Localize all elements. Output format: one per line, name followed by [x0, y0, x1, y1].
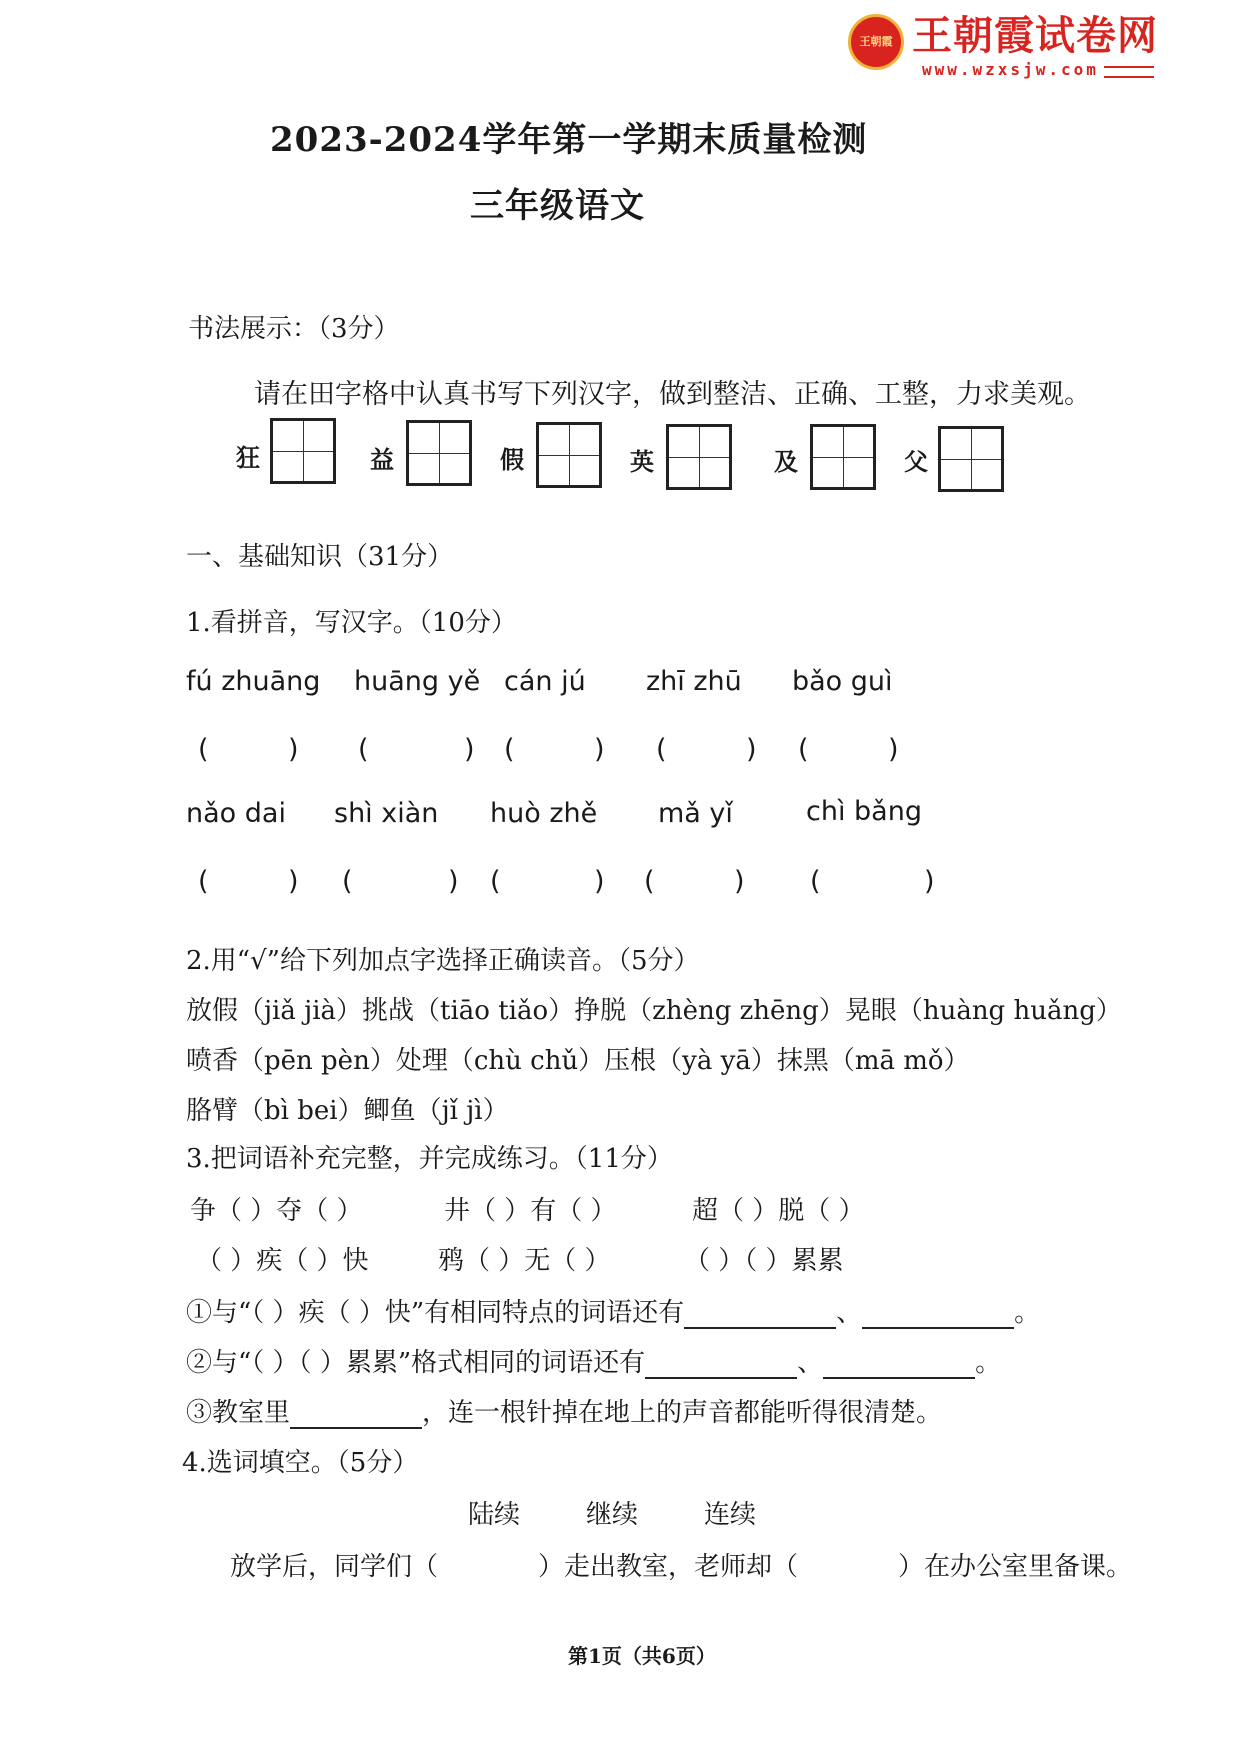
q4-sentence-part: ）走出教室，老师却（: [538, 1552, 799, 1582]
pinyin-item: fú zhuāng: [186, 666, 321, 697]
tianzige-box[interactable]: [406, 420, 472, 486]
q4-sentence: [230, 1546, 1132, 1583]
paren-open: (: [798, 734, 809, 765]
calligraphy-char: 假: [500, 445, 524, 474]
tianzige-box[interactable]: [666, 424, 732, 490]
q3-sub-3: [186, 1392, 942, 1429]
separator: 、: [836, 1298, 863, 1328]
word-fill-item: 井（ ）有（ ）: [444, 1196, 617, 1226]
paren-close: ): [734, 866, 745, 897]
word-fill-item: 超（ ）脱（ ）: [692, 1196, 865, 1226]
paren-close: ): [288, 866, 299, 897]
calligraphy-char: 益: [370, 445, 394, 474]
answer-blank[interactable]: [823, 1353, 975, 1379]
exam-title: 2023-2024学年第一学期末质量检测: [270, 120, 868, 160]
separator: 、: [797, 1348, 824, 1378]
paren-close: ): [888, 734, 899, 765]
paren-close: ): [464, 734, 475, 765]
tianzige-box[interactable]: [536, 422, 602, 488]
pinyin-item: huāng yě: [354, 666, 481, 697]
paren-close: ): [594, 734, 605, 765]
sentence-end: 。: [1014, 1298, 1041, 1328]
tianzige-box[interactable]: [270, 418, 336, 484]
paren-close: ): [924, 866, 935, 897]
word-fill-item: 争（ ）夺（ ）: [190, 1196, 363, 1226]
pinyin-item: bǎo guì: [792, 666, 893, 697]
q1-heading: 1.看拼音，写汉字。（10分）: [186, 608, 517, 638]
q3-sub-3-rest: ，连一根针掉在地上的声音都能听得很清楚。: [422, 1398, 943, 1428]
paren-close: ): [448, 866, 459, 897]
q4-heading: 4.选词填空。（5分）: [182, 1448, 419, 1478]
watermark-logo: [848, 13, 1158, 79]
paren-open: (: [198, 734, 209, 765]
calligraphy-heading: 书法展示：（3分）: [188, 314, 400, 344]
paren-close: ): [594, 866, 605, 897]
paren-open: (: [656, 734, 667, 765]
pinyin-item: mǎ yǐ: [658, 798, 733, 829]
sentence-end: 。: [975, 1348, 1002, 1378]
q3-sub-1: [186, 1292, 1040, 1329]
answer-blank[interactable]: [862, 1303, 1014, 1329]
q2-heading: 2.用“√”给下列加点字选择正确读音。（5分）: [186, 946, 700, 976]
answer-blank[interactable]: [684, 1303, 836, 1329]
logo-url: www.wzxsjw.com: [922, 60, 1099, 79]
paren-open: (: [644, 866, 655, 897]
logo-seal-icon: [848, 14, 904, 70]
paren-open: (: [198, 866, 209, 897]
paren-open: (: [810, 866, 821, 897]
logo-seal-text: 王朝霞: [859, 35, 893, 48]
section-heading: 一、基础知识（31分）: [186, 542, 454, 572]
q2-line-2: 喷香（pēn pèn）处理（chù chǔ）压根（yà yā）抹黑（mā mǒ）: [186, 1046, 970, 1076]
logo-name: 王朝霞试卷网: [912, 13, 1158, 59]
pinyin-item: chì bǎng: [806, 796, 922, 827]
word-option: 连续: [704, 1500, 757, 1530]
q3-heading: 3.把词语补充完整，并完成练习。（11分）: [186, 1144, 673, 1174]
q3-sub-2: [186, 1342, 1001, 1379]
tianzige-box[interactable]: [810, 424, 876, 490]
calligraphy-char: 狂: [236, 443, 260, 472]
pinyin-item: nǎo dai: [186, 798, 286, 829]
paren-open: (: [342, 866, 353, 897]
word-option: 陆续: [468, 1500, 521, 1530]
pinyin-item: cán jú: [504, 666, 586, 697]
calligraphy-instruction: 请在田字格中认真书写下列汉字，做到整洁、正确、工整，力求美观。: [254, 379, 1091, 410]
paren-open: (: [490, 866, 501, 897]
paren-open: (: [504, 734, 515, 765]
word-fill-item: 鸦（ ）无（ ）: [438, 1246, 611, 1276]
word-option: 继续: [586, 1500, 639, 1530]
word-fill-item: （ ）（ ）累累: [684, 1246, 844, 1276]
q4-sentence-part: 放学后，同学们（: [230, 1552, 439, 1582]
q3-sub-2-text: ②与“（ ）（ ）累累”格式相同的词语还有: [186, 1348, 646, 1378]
answer-blank[interactable]: [290, 1403, 422, 1429]
paren-close: ): [288, 734, 299, 765]
calligraphy-char: 父: [904, 447, 928, 476]
q2-line-3: 胳臂（bì bei）鲫鱼（jǐ jì）: [186, 1096, 509, 1126]
tianzige-box[interactable]: [938, 426, 1004, 492]
exam-subtitle: 三年级语文: [470, 186, 645, 226]
word-fill-item: （ ）疾（ ）快: [196, 1246, 369, 1276]
q3-sub-3-text: ③教室里: [186, 1398, 291, 1428]
pinyin-item: huò zhě: [490, 798, 598, 829]
logo-decoration: [1104, 66, 1154, 78]
q2-line-1: 放假（jiǎ jià）挑战（tiāo tiǎo）挣脱（zhèng zhēng）晃眼（huàng huǎng）: [186, 996, 1122, 1026]
page-number: 第1页（共6页）: [568, 1644, 716, 1668]
answer-blank[interactable]: [645, 1353, 797, 1379]
pinyin-item: zhī zhū: [646, 666, 742, 697]
paren-close: ): [746, 734, 757, 765]
calligraphy-char: 及: [774, 447, 798, 476]
q3-sub-1-text: ①与“（ ）疾（ ）快”有相同特点的词语还有: [186, 1298, 685, 1328]
q4-sentence-part: ）在办公室里备课。: [898, 1552, 1133, 1582]
paren-open: (: [358, 734, 369, 765]
calligraphy-char: 英: [630, 447, 654, 476]
pinyin-item: shì xiàn: [334, 798, 439, 829]
